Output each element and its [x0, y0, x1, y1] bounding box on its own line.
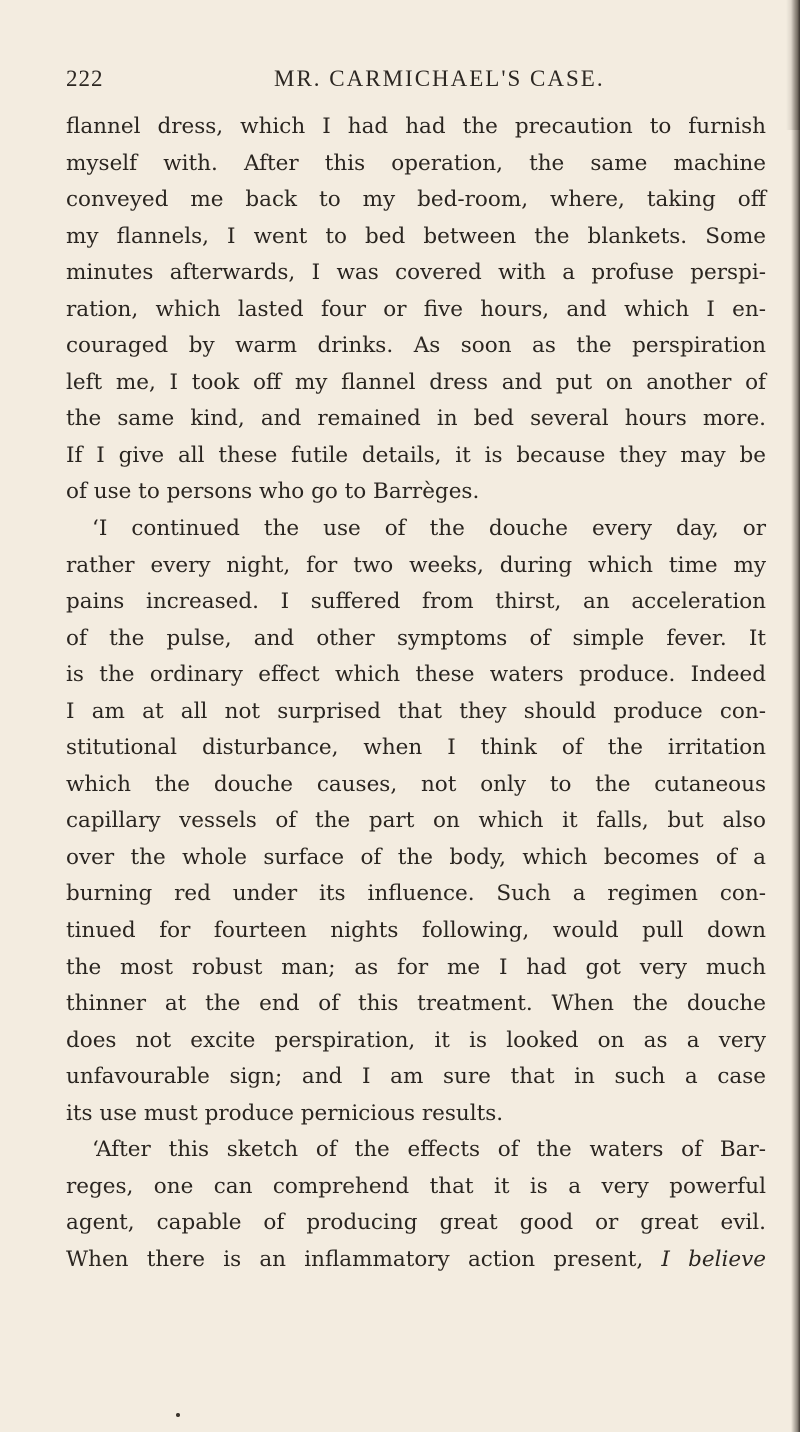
- text-line-content: ration, which lasted four or five hours, and which I en-: [66, 296, 766, 322]
- text-line-content: which the douche causes, not only to the cutaneous: [66, 771, 766, 797]
- text-line-content: rather every night, for two weeks, during which time my: [66, 552, 766, 578]
- text-line: [66, 950, 766, 987]
- text-line-content: I am at all not surprised that they should produce con-: [66, 698, 766, 724]
- text-line: [66, 182, 766, 219]
- text-line-content: over the whole surface of the body, which becomes of a: [66, 844, 766, 870]
- text-line: [66, 767, 766, 804]
- text-line: [66, 401, 766, 438]
- text-line-content: left me, I took off my flannel dress and put on another of: [66, 369, 766, 395]
- text-line: [66, 876, 766, 913]
- text-line-content: stitutional disturbance, when I think of the irritation: [66, 735, 766, 761]
- text-line: [66, 438, 766, 475]
- text-line: [66, 1169, 766, 1206]
- text-line: [66, 913, 766, 950]
- text-line-content: is the ordinary effect which these waters produce. Indeed: [66, 662, 766, 688]
- text-line: [66, 1205, 766, 1242]
- text-line: [66, 365, 766, 402]
- running-title: MR. CARMICHAEL'S CASE.: [274, 66, 605, 91]
- text-line: [66, 1023, 766, 1060]
- text-line-content: the most robust man; as for me I had got very much: [66, 954, 766, 980]
- text-line-content: myself with. After this operation, the same machine: [66, 150, 766, 176]
- text-line-content: When there is an inflammatory action present,: [66, 1246, 644, 1272]
- text-line-content: reges, one can comprehend that it is a very powerful: [66, 1173, 766, 1199]
- text-line: [66, 548, 766, 585]
- text-line: [66, 1096, 766, 1133]
- text-line-content: its use must produce pernicious results.: [66, 1100, 504, 1126]
- text-line-italic: I believe: [661, 1246, 766, 1272]
- text-line-content: flannel dress, which I had had the precaution to furnish: [66, 114, 766, 139]
- text-line-content: of use to persons who go to Barrèges.: [66, 479, 480, 505]
- text-line-content: ‘After this sketch of the effects of the waters of Bar-: [92, 1137, 766, 1163]
- text-line: [66, 292, 766, 329]
- text-line: [66, 1059, 766, 1096]
- text-line-content: tinued for fourteen nights following, would pull down: [66, 918, 766, 944]
- text-line-content: the same kind, and remained in bed several hours more.: [66, 406, 766, 432]
- text-line: [66, 657, 766, 694]
- text-line: [66, 511, 766, 548]
- text-line: [66, 986, 766, 1023]
- text-line: [66, 328, 766, 365]
- text-line: [66, 584, 766, 621]
- text-line: [66, 1132, 766, 1169]
- page-number: 222: [66, 66, 104, 91]
- page-edge-shadow: [791, 0, 800, 1432]
- text-line: [66, 219, 766, 256]
- text-line: [66, 621, 766, 658]
- text-line: [66, 803, 766, 840]
- text-line-content: of the pulse, and other symptoms of simple fever. It: [66, 625, 766, 651]
- text-line: [66, 109, 766, 146]
- text-line-content: does not excite perspiration, it is looked on as a very: [66, 1027, 766, 1053]
- running-head: [66, 66, 766, 102]
- text-line-content: burning red under its influence. Such a regimen con-: [66, 881, 766, 907]
- text-line-content: conveyed me back to my bed-room, where, taking off: [66, 187, 766, 213]
- text-line-content: ‘I continued the use of the douche every day, or: [92, 516, 766, 542]
- text-line-content: thinner at the end of this treatment. When the douche: [66, 991, 766, 1017]
- text-line: [66, 840, 766, 877]
- text-line: [66, 255, 766, 292]
- text-line-content: agent, capable of producing great good or great evil.: [66, 1210, 766, 1236]
- text-line: [66, 694, 766, 731]
- text-line: [66, 474, 766, 511]
- text-line: [66, 146, 766, 183]
- text-line-content: capillary vessels of the part on which it falls, but also: [66, 808, 766, 834]
- print-speck: [176, 1413, 180, 1417]
- body-text: [66, 109, 766, 1279]
- text-line: [66, 1242, 766, 1279]
- text-line-content: minutes afterwards, I was covered with a profuse perspi-: [66, 260, 766, 286]
- text-line: [66, 730, 766, 767]
- text-line-content: unfavourable sign; and I am sure that in such a case: [66, 1064, 766, 1090]
- text-line-content: If I give all these futile details, it is because they may be: [66, 442, 766, 468]
- text-line-content: couraged by warm drinks. As soon as the perspiration: [66, 333, 766, 359]
- text-line-content: pains increased. I suffered from thirst, an acceleration: [66, 589, 766, 615]
- text-line-content: my flannels, I went to bed between the blankets. Some: [66, 223, 766, 249]
